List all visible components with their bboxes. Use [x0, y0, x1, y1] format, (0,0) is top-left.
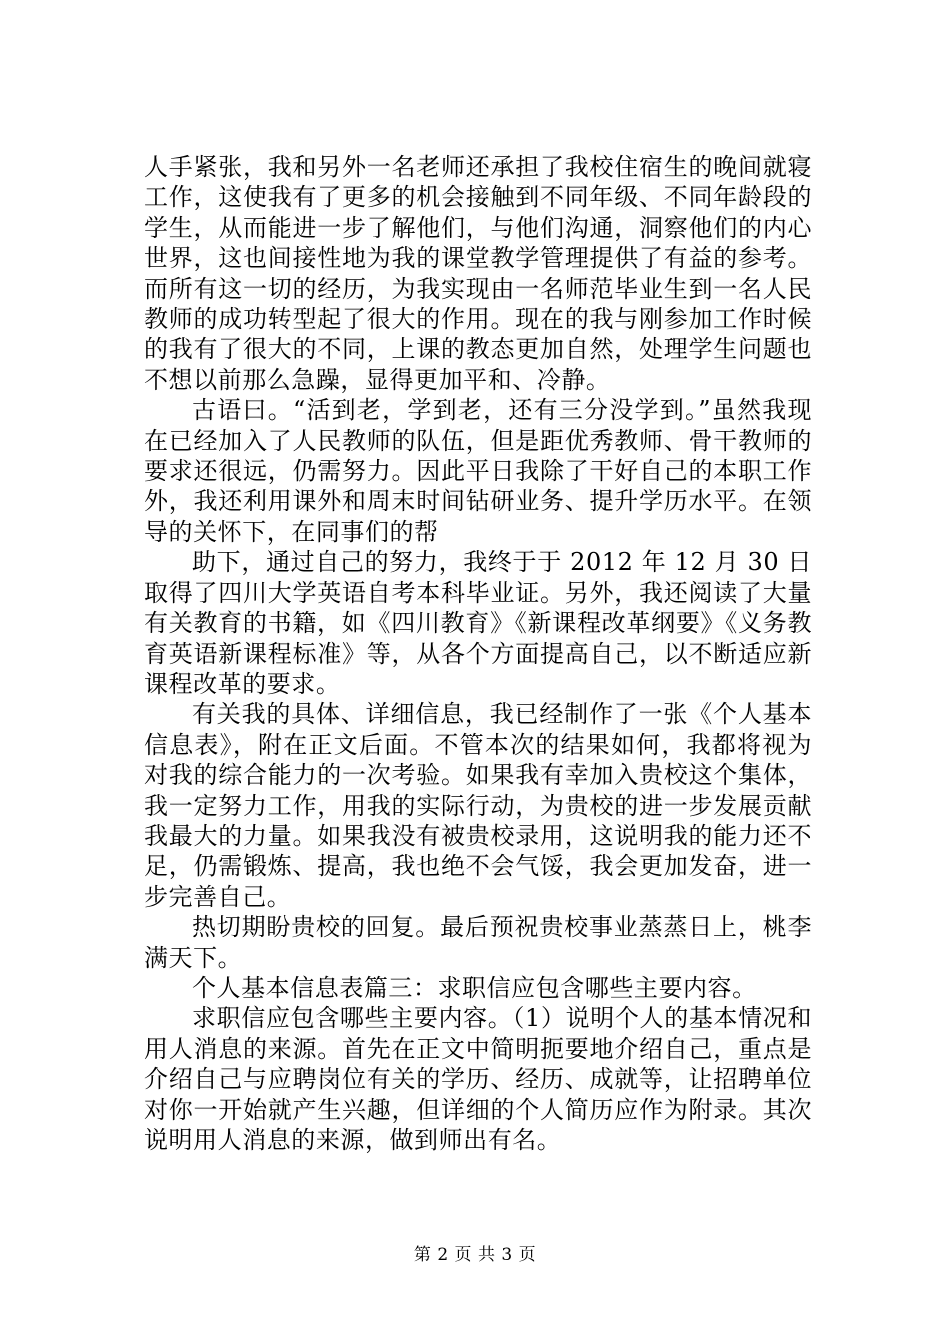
- paragraph-continuation: 人手紧张，我和另外一名老师还承担了我校住宿生的晚间就寝工作，这使我有了更多的机会接触到不同年级、不同年龄段的学生，从而能进一步了解他们，与他们沟通，洞察他们的内心世界，这也间接性地为我的课堂教学管理提供了有益的参考。而所有这一切的经历，为我实现由一名师范毕业生到一名人民教师的成功转型起了很大的作用。现在的我与刚参加工作时候的我有了很大的不同，上课的教态更加自然，处理学生问题也不想以前那么急躁，显得更加平和、冷静。: [144, 153, 812, 394]
- paragraph-closing: 热切期盼贵校的回复。最后预祝贵校事业蒸蒸日上，桃李满天下。: [144, 913, 812, 972]
- paragraph-degree: 助下，通过自己的努力，我终于于 2012 年 12 月 30 日取得了四川大学英语自考本科毕业证。另外，我还阅读了大量有关教育的书籍，如《四川教育》《新课程改革纲要》《义务教育英语新课程标准》等，从各个方面提高自己，以不断适应新课程改革的要求。: [144, 548, 812, 698]
- paragraph-section-heading: 个人基本信息表篇三：求职信应包含哪些主要内容。: [192, 973, 757, 1002]
- page-number-footer: 第 2 页 共 3 页: [413, 1245, 537, 1265]
- paragraph-cover-letter-content: 求职信应包含哪些主要内容。（1）说明个人的基本情况和用人消息的来源。首先在正文中简明扼要地介绍自己，重点是介绍自己与应聘岗位有关的学历、经历、成就等，让招聘单位对你一开始就产生兴趣，但详细的个人简历应作为附录。其次说明用人消息的来源，做到师出有名。: [144, 1004, 812, 1154]
- paragraph-proverb: 古语曰。“活到老，学到老，还有三分没学到。”虽然我现在已经加入了人民教师的队伍，但是距优秀教师、骨干教师的要求还很远，仍需努力。因此平日我除了干好自己的本职工作外，我还利用课外和周末时间钻研业务、提升学历水平。在领导的关怀下，在同事们的帮: [144, 396, 812, 546]
- document-body: [144, 152, 812, 1155]
- paragraph-info-table: 有关我的具体、详细信息，我已经制作了一张《个人基本信息表》，附在正文后面。不管本次的结果如何，我都将视为对我的综合能力的一次考验。如果我有幸加入贵校这个集体，我一定努力工作，用我的实际行动，为贵校的进一步发展贡献我最大的力量。如果我没有被贵校录用，这说明我的能力还不足，仍需锻炼、提高，我也绝不会气馁，我会更加发奋，进一步完善自己。: [144, 700, 812, 911]
